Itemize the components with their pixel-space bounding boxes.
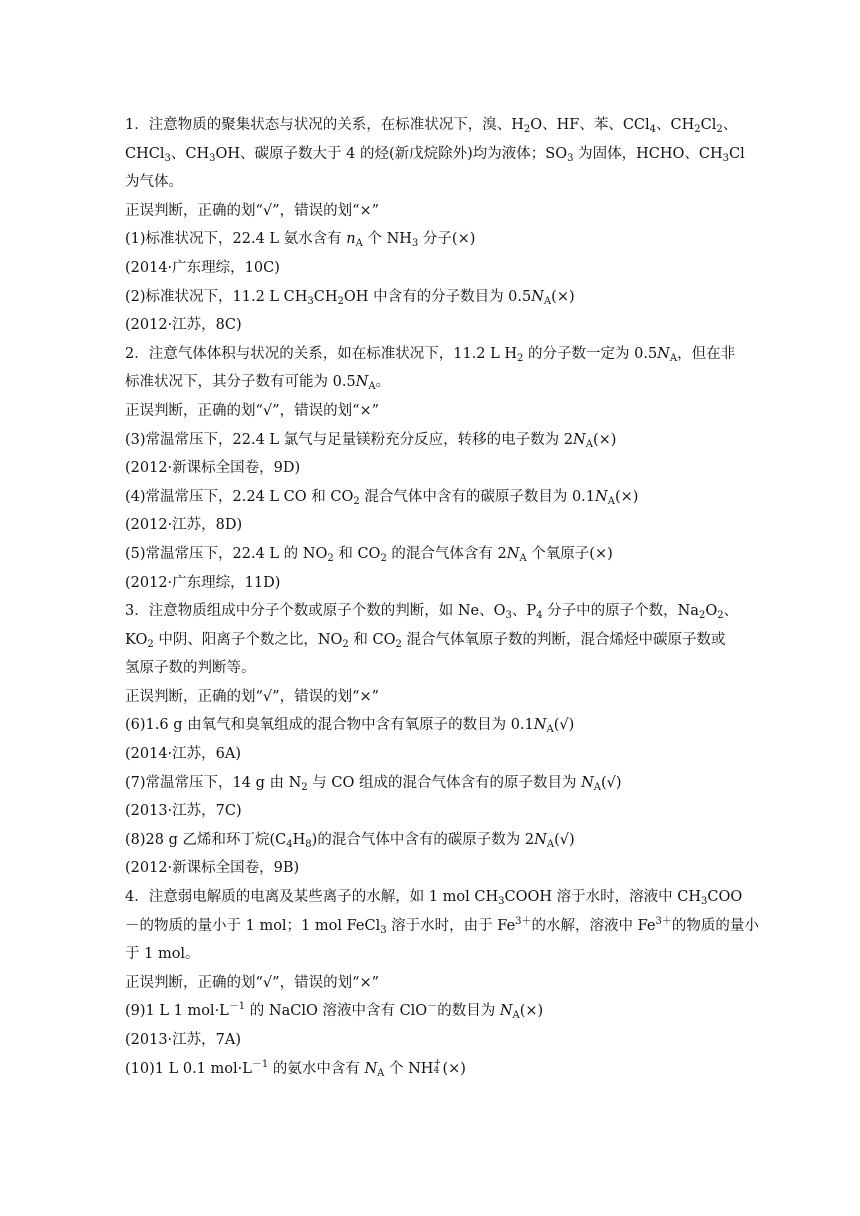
item-6-source: (2014·江苏，6A)	[125, 746, 242, 763]
section-1-prompt: 正误判断，正确的划“√”，错误的划“×”	[125, 202, 380, 219]
section-4-intro-line-3: 于 1 mol。	[125, 946, 200, 963]
section-4-intro-line-1: 4．注意弱电解质的电离及某些离子的水解，如 1 mol $CH_3COOH$ 溶于水时，溶液中 $CH_3COO$	[125, 889, 743, 908]
section-3-intro-line-2: $KO_2$ 中阴、阳离子个数之比，$NO_2$ 和 $CO_2$ 混合气体氧原子数的判断，混合烯烃中碳原子数或	[125, 631, 726, 650]
item-8: (8)28 g 乙烯和环丁烷$(C_4H_8)$的混合气体中含有的碳原子数为 $2N_A(√)$	[125, 831, 575, 850]
section-3-prompt: 正误判断，正确的划“√”，错误的划“×”	[125, 688, 380, 705]
item-10: (10)1 L 0.1 $mol\cdot L^{-1}$ 的氨水中含有 $N_A$ 个 NH + 4 (×)	[125, 1057, 466, 1079]
item-3-source: (2012·新课标全国卷，9D)	[125, 460, 301, 477]
section-1-intro-line-2: CHCl$_3$、$CH_3OH$、碳原子数大于 4 的烃(新戊烷除外)均为液体；$SO_3$ 为固体，HCHO、$CH_3Cl$	[125, 145, 745, 164]
item-4: (4)常温常压下，2.24 L CO 和 $CO_2$ 混合气体中含有的碳原子数目为 $0.1N_A(\times)$	[125, 488, 639, 507]
section-1-intro-line-3: 为气体。	[125, 174, 183, 191]
item-9: (9)1 L 1 $mol\cdot L^{-1}$ 的 NaClO 溶液中含有 ClO－的数目为 $N_A(\times)$	[125, 1001, 544, 1022]
section-1-intro-line-1: 1．注意物质的聚集状态与状况的关系，在标准状况下，溴、$H_2O$、HF、苯、CCl$_4$、$CH_2Cl_2$、	[125, 117, 738, 135]
section-2-intro-line-1: 2．注意气体体积与状况的关系，如在标准状况下，11.2 L $H_2$ 的分子数一定为 $0.5N_A$，但在非	[125, 345, 736, 364]
section-4-intro-line-2: －的物质的量小于 1 mol；1 mol FeCl$_3$ 溶于水时，由于 $Fe^{3+}$的水解，溶液中 $Fe^{3+}$的物质的量小	[125, 915, 759, 936]
section-4-prompt: 正误判断，正确的划“√”，错误的划“×”	[125, 974, 380, 991]
item-1-source: (2014·广东理综，10C)	[125, 259, 280, 276]
section-2-prompt: 正误判断，正确的划“√”，错误的划“×”	[125, 402, 380, 419]
item-9-source: (2013·江苏，7A)	[125, 1032, 242, 1048]
item-5: (5)常温常压下，22.4 L 的 $NO_2$ 和 $CO_2$ 的混合气体含有 $2N_A$ 个氧原子(×)	[125, 545, 613, 564]
item-5-source: (2012·广东理综，11D)	[125, 574, 281, 591]
section-4	[125, 883, 759, 1083]
item-2: (2)标准状况下，11.2 L $CH_3CH_2OH$ 中含有的分子数目为 $0.5N_A(\times)$	[125, 288, 575, 307]
section-2	[125, 340, 740, 597]
document-page	[125, 111, 759, 1083]
item-4-source: (2012·江苏，8D)	[125, 517, 243, 534]
item-7: (7)常温常压下，14 g 由 $N_2$ 与 CO 组成的混合气体含有的原子数目为 $N_A(√)$	[125, 774, 622, 793]
section-3	[125, 597, 740, 883]
item-2-source: (2012·江苏，8C)	[125, 317, 242, 334]
section-1	[125, 111, 745, 340]
item-6: (6)1.6 g 由氧气和臭氧组成的混合物中含有氧原子的数目为 $0.1N_A(√)$	[125, 717, 575, 736]
item-3: (3)常温常压下，22.4 L 氯气与足量镁粉充分反应，转移的电子数为 $2N_A(\times)$	[125, 431, 617, 450]
section-3-intro-line-3: 氢原子数的判断等。	[125, 660, 256, 677]
item-7-source: (2013·江苏，7C)	[125, 803, 242, 820]
section-3-intro-line-1: 3．注意物质组成中分子个数或原子个数的判断，如 Ne、$O_3$、$P_4$ 分子中的原子个数，$Na_2O_2$、	[125, 603, 739, 622]
item-8-source: (2012·新课标全国卷，9B)	[125, 860, 300, 877]
section-2-intro-line-2: 标准状况下，其分子数有可能为 $0.5N_A$。	[125, 374, 391, 393]
item-1: (1)标准状况下，22.4 L 氨水含有 $n_A$ 个 $NH_3$ 分子(×)	[125, 231, 476, 250]
